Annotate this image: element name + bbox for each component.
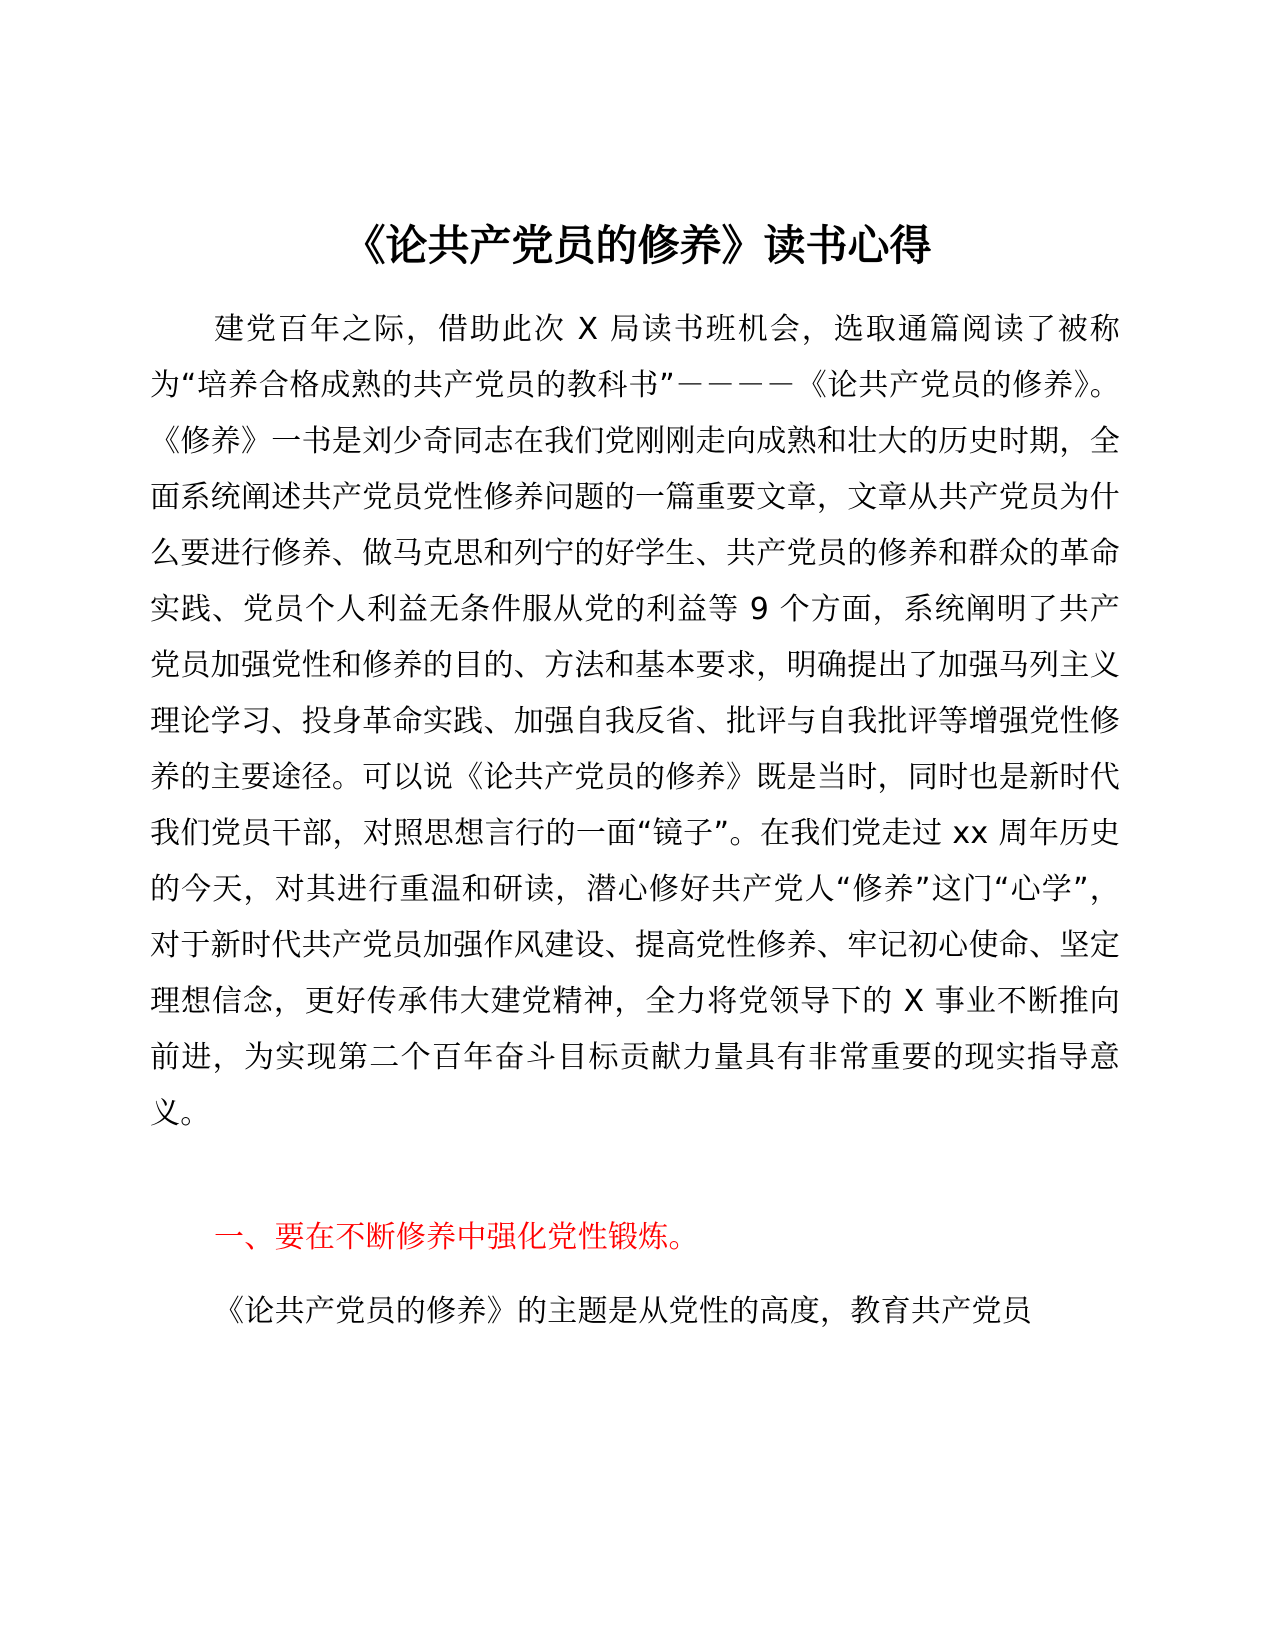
section-heading: 一、要在不断修养中强化党性锻炼。 <box>214 1220 699 1255</box>
document-title: 《论共产党员的修养》读书心得 <box>343 221 932 270</box>
body-paragraph-section-1: 《论共产党员的修养》的主题是从党性的高度，教育共产党员 <box>214 1294 1033 1329</box>
body-paragraph-intro: 建党百年之际，借助此次 X 局读书班机会，选取通篇阅读了被称为“培养合格成熟的共产党员的教科书”－－－－《论共产党员的修养》。《修养》一书是刘少奇同志在我们党刚刚走向成熟和壮大的历史时期，全面系统阐述共产党员党性修养问题的一篇重要文章，文章从共产党员为什么要进行修养、做马克思和列宁的好学生、共产党员的修养和群众的革命实践、党员个人利益无条件服从党的利益等 9 个方面，系统阐明了共产党员加强党性和修养的目的、方法和基本要求，明确提出了加强马列主义理论学习、投身革命实践、加强自我反省、批评与自我批评等增强党性修养的主要途径。可以说《论共产党员的修养》既是当时，同时也是新时代我们党员干部，对照思想言行的一面“镜子”。在我们党走过 xx 周年历史的今天，对其进行重温和研读，潜心修好共产党人“修养”这门“心学”，对于新时代共产党员加强作风建设、提高党性修养、牢记初心使命、坚定理想信念，更好传承伟大建党精神，全力将党领导下的 X 事业不断推向前进，为实现第二个百年奋斗目标贡献力量具有非常重要的现实指导意义。 <box>150 312 1120 1131</box>
